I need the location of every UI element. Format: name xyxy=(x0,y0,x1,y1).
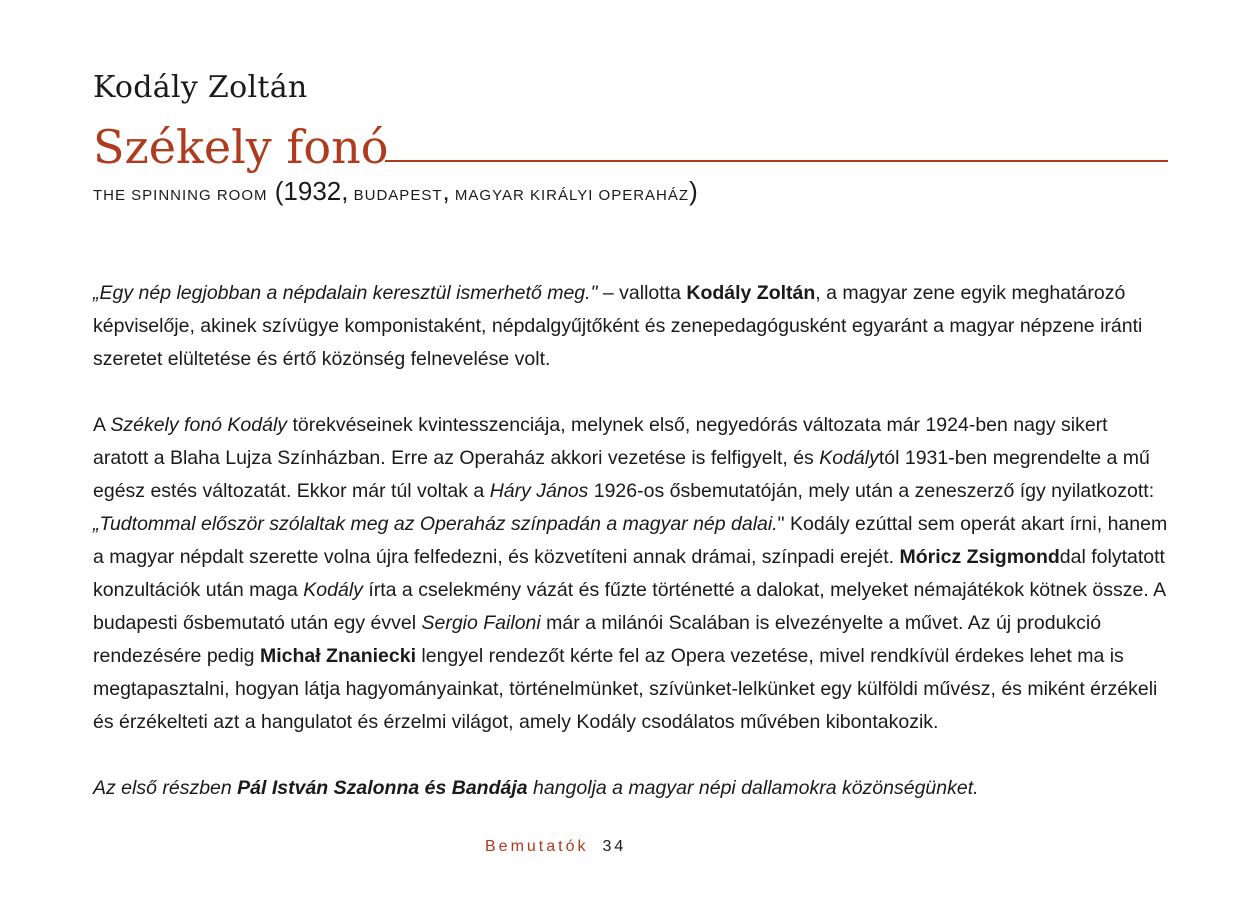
kodaly-quote: „Egy nép legjobban a népdalain keresztül ismerhető meg." xyxy=(93,282,598,304)
text-run: , a magyar zene egyik meghatározó képviselője, akinek szívügye komponistaként, népdalgyűjtőként és zenepedagógusként egyaránt a magyar népzene iránti szeretet elültetése és értő közönség felnevelése volt. xyxy=(93,282,1143,370)
text-run: dal folytatott konzultációk után maga xyxy=(93,546,1165,601)
subtitle-city: BUDAPEST xyxy=(348,187,443,204)
text-run: törekvéseinek kvintesszenciája, melynek első, negyedórás változata már 1924-ben nagy sikert aratott a Blaha Lujza Színházban. Erre az Operaház akkori vezetése is felfigyelt, és xyxy=(93,414,1108,469)
italic-quote: „Tudtommal először szólaltak meg az Operaház színpadán a magyar nép dalai. xyxy=(93,513,778,535)
italic-run: Kodály xyxy=(819,447,879,469)
italic-run: Sergio Failoni xyxy=(421,612,541,634)
paragraph-closing xyxy=(93,772,1168,805)
footer-page-number: 34 xyxy=(602,838,627,855)
bold-run: Michał Znaniecki xyxy=(259,645,417,667)
title-row xyxy=(93,120,1168,180)
text-run: már a milánói Scalában is elvezényelte a művet. Az új produkció rendezésére pedig xyxy=(93,612,1102,667)
subtitle-venue: MAGYAR KIRÁLYI OPERAHÁZ xyxy=(449,187,690,204)
bold-run: Pál István Szalonna és Bandája xyxy=(237,777,528,799)
work-subtitle xyxy=(93,176,698,207)
bold-run: Móricz Zsigmond xyxy=(899,546,1060,568)
text-run: írta a cselekmény vázát és fűzte történetté a dalokat, melyeket némajátékok kötnek össze. A budapesti ősbemutató után egy évvel xyxy=(93,579,1166,634)
italic-run: Háry János xyxy=(489,480,589,502)
text-run: 1926-os ősbemutatóján, mely után a zeneszerző így nyilatkozott: xyxy=(588,480,1155,502)
subtitle-comma: , xyxy=(442,176,450,206)
page-footer xyxy=(485,838,626,856)
text-run: lengyel rendezőt kérte fel az Opera vezetése, mivel rendkívül érdekes lehet ma is megtapasztalni, hogyan látja hagyományainkat, történelmünket, szívünket-lelkünket egy külföldi művész, és miként érzékeli és érzékelteti azt a hangulatot és érzelmi világot, amely Kodály csodálatos művében kibontakozik. xyxy=(93,645,1158,733)
italic-run: Székely fonó Kodály xyxy=(110,414,288,436)
text-run: tól 1931-ben megrendelte a mű egész estés változatát. Ekkor már túl voltak a xyxy=(93,447,1150,502)
subtitle-open-year: (1932, xyxy=(267,176,349,206)
subtitle-english-title: THE SPINNING ROOM xyxy=(93,187,268,204)
article-body xyxy=(93,277,1168,805)
text-run: hangolja a magyar népi dallamokra közönségünket. xyxy=(527,777,979,799)
work-title: Székely fonó xyxy=(93,120,389,174)
composer-bold: Kodály Zoltán xyxy=(686,282,816,304)
text-run: A xyxy=(93,414,111,436)
composer-name: Kodály Zoltán xyxy=(93,70,308,105)
text-run: " Kodály ezúttal sem operát akart írni, hanem a magyar népdalt szerette volna újra felfedezni, és közvetíteni annak drámai, színpadi erejét. xyxy=(93,513,1168,568)
footer-section-name: Bemutatók xyxy=(485,838,589,855)
text-run: Az első részben xyxy=(93,777,238,799)
italic-run: Kodály xyxy=(303,579,363,601)
subtitle-close: ) xyxy=(689,176,698,206)
paragraph-intro xyxy=(93,277,1168,376)
closing-italic xyxy=(93,777,979,799)
title-underline-rule xyxy=(385,160,1168,162)
text-run: – vallotta xyxy=(597,282,687,304)
paragraph-history xyxy=(93,409,1168,739)
